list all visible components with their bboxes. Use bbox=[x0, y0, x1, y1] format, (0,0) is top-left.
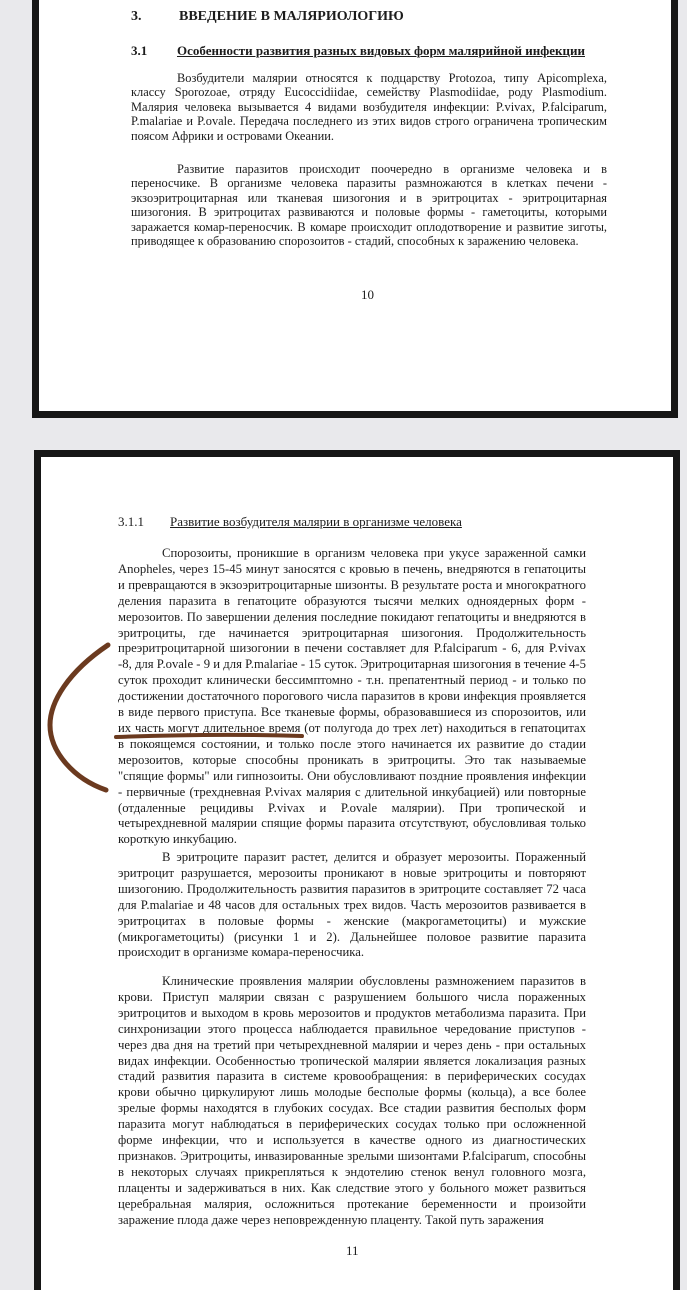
paragraph: Возбудители малярии относятся к подцарству Protozoa, типу Apicomplexa, классу Sporozoae, отряду Eucoccidiidae, семейству Plasmodiidae, роду Plasmodium. Малярия человека вызывается 4 видами возбудителя инфекции: P.vivax, P.falciparum, P.malariae и P.ovale. Передача последнего из этих видов строго ограничена тропическим поясом Африки и островами Океании. bbox=[131, 71, 607, 143]
subsection-title: Развитие возбудителя малярии в организме человека bbox=[170, 514, 462, 529]
section-number: 3. bbox=[131, 9, 142, 24]
page-number: 11 bbox=[346, 1243, 359, 1258]
subsection-heading bbox=[118, 514, 462, 530]
paragraph: В эритроците паразит растет, делится и образует мерозоиты. Пораженный эритроцит разрушается, мерозоиты проникают в новые эритроциты и повторяют шизогонию. Продолжительность развития паразитов в эритроците составляет 72 часа для P.malariae и 48 часов для остальных трех видов. Часть мерозоитов развивается в эритроцитах в половые формы - женские (макрогаметоциты) и мужские (микрогаметоциты) (рисунки 1 и 2). Дальнейшее половое развитие паразита происходит в организме комара-переносчика. bbox=[118, 850, 586, 960]
subsection-heading bbox=[131, 43, 585, 59]
paragraph: Клинические проявления малярии обусловлены размножением паразитов в крови. Приступ малярии связан с разрушением большого числа пораженных эритроцитов и выходом в кровь мерозоитов и продуктов метаболизма паразита. При синхронизации этого процесса наблюдается правильное чередование приступов - через два дня на третий при четырехдневной малярии и через день - при остальных видах инфекции. Особенностью тропической малярии является локализация разных стадий развития паразита в системе кровообращения: в периферических сосудах крови обычно циркулируют лишь молодые бесполые формы (кольца), а все более зрелые формы находятся в глубоких сосудах. Все стадии развития бесполых форм паразита могут наблюдаться в периферических сосудах только при осложненной форме инфекции, что и используется в качестве одного из диагностических признаков. Эритроциты, инвазированные зрелыми шизонтами P.falciparum, способны в некоторых случаях прикрепляться к эндотелию стенок венул головного мозга, плаценты и задерживаться в них. Как следствие этого у больного может развиться церебральная малярия, осложниться протекание беременности и произойти заражение плода даже через неповрежденную плаценту. Такой путь заражения bbox=[118, 974, 586, 1227]
paragraph: Развитие паразитов происходит поочередно в организме человека и в переносчике. В организме человека паразиты размножаются в клетках печени - экзоэритроцитарная или тканевая шизогония и в эритроцитах - эритроцитарная шизогония. В эритроцитах развиваются и половые формы - гаметоциты, которыми заражается комар-переносчик. В комаре происходит оплодотворение и развитие зиготы, приводящее к образованию спорозоитов - стадий, способных к заражению человека. bbox=[131, 162, 607, 249]
page-11 bbox=[34, 450, 680, 1290]
section-heading bbox=[131, 9, 404, 25]
page-10 bbox=[32, 0, 678, 418]
section-title: ВВЕДЕНИЕ В МАЛЯРИОЛОГИЮ bbox=[179, 9, 404, 24]
subsection-number: 3.1.1 bbox=[118, 514, 144, 529]
subsection-title: Особенности развития разных видовых форм малярийной инфекции bbox=[177, 43, 585, 58]
page-number: 10 bbox=[361, 287, 374, 302]
subsection-number: 3.1 bbox=[131, 43, 148, 58]
paragraph: Спорозоиты, проникшие в организм человека при укусе зараженной самки Anopheles, через 15-45 минут заносятся с кровью в печень, внедряются в гепатоциты и превращаются в экзоэритроцитарные шизонты. В результате роста и многократного деления паразита в гепатоците образуются тысячи мелких одноядерных форм - мерозоитов. По завершении деления последние покидают гепатоциты и внедряются в эритроциты, где начинается эритроцитарная шизогония. Продолжительность преэритроцитарной шизогонии в печени составляет для P.falciparum - 6, для P.vivax -8, для P.ovale - 9 и для P.malariae - 15 суток. Эритроцитарная шизогония в течение 4-5 суток проходит клинически бессимптомно - т.н. препатентный период - и только по достижении достаточного порогового числа паразитов в крови инфекция проявляется в виде первого приступа. Все тканевые формы, образовавшиеся из спорозоитов, или их часть могут длительное время (от полугода до трех лет) находиться в гепатоцитах в покоящемся состоянии, и только после этого начинается их развитие до стадии мерозоитов, которые способны проникать в эритроциты. Это так называемые "спящие формы" или гипнозоиты. Они обусловливают поздние проявления инфекции - первичные (трехдневная P.vivax малярия с длительной инкубацией) или повторные (отдаленные рецидивы P.vivax и P.ovale малярии). При тропической и четырехдневной малярии спящие формы паразита отсутствуют, обусловливая только короткую инкубацию. bbox=[118, 546, 586, 847]
